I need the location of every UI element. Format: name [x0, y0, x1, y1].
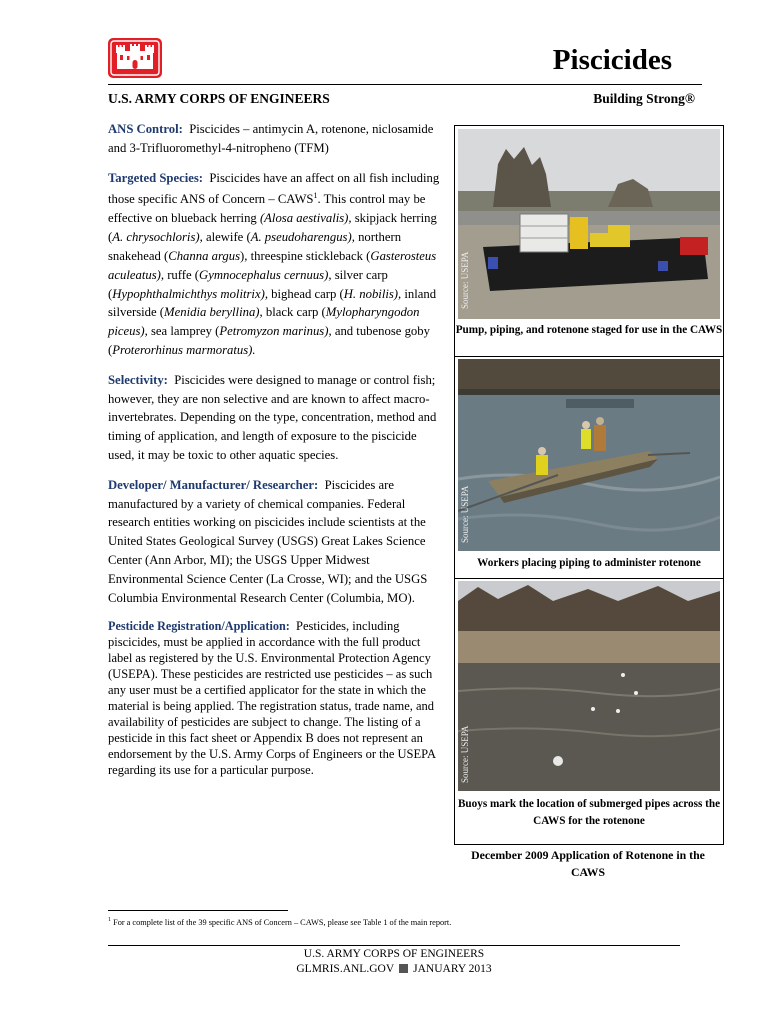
tagline: Building Strong®: [593, 91, 695, 106]
footnote-text: For a complete list of the 39 specific ANS of Concern – CAWS, please see Table 1 of the main report.: [111, 917, 452, 927]
targeted-species-section: [108, 169, 444, 360]
section-text: inland silverside (: [108, 286, 437, 320]
photo-divider: [455, 356, 723, 357]
species-name: A. chrysochloris),: [112, 230, 203, 245]
species-name: H. nobilis),: [343, 286, 402, 301]
section-heading: ANS Control:: [108, 122, 183, 136]
section-text: Piscicides have an affect on all fish including those specific ANS of Concern – CAWS: [108, 170, 440, 207]
section-text: Pesticides, including piscicides, must be applied in accordance with the full product label as registered by the U.S. Environmental Protection Agency (USEPA). These pesticides are restricted use pesticides – as such any user must be a certified applicator for the state in which the material is being applied. The registration status, trade name, and availability of pesticides are subject to change. The listing of a pesticide in this fact sheet or Appendix B does not represent an endorsement by the U.S. Army Corps of Engineers or the USEPA regarding its use for a particular purpose.: [108, 619, 436, 778]
photo-source-credit: Source: USEPA: [460, 251, 470, 309]
footnote-divider: [108, 910, 288, 911]
footnote: [108, 917, 451, 927]
species-name: Gymnocephalus cernuus),: [199, 267, 332, 282]
photo-divider: [455, 578, 723, 579]
footer-divider: [108, 945, 680, 946]
species-name: Gasterosteus aculeatus),: [108, 249, 437, 282]
photo-panel: [454, 125, 724, 845]
ans-control-section: [108, 120, 444, 158]
section-text: bighead carp (: [268, 286, 344, 301]
figure-caption: December 2009 Application of Rotenone in the CAWS: [471, 848, 705, 879]
photo-caption: Workers placing piping to administer rotenone: [477, 557, 701, 569]
section-text: Piscicides are manufactured by a variety of chemical companies. Federal research entities working on piscicides include scientists at the United States Geological Survey (USGS) Great Lakes Science Center (Ann Arbor, MI); the USGS Upper Midwest Environmental Science Center (La Crosse, WI); and the USGS Columbia Environmental Research Center (Columbia, MO).: [108, 477, 428, 605]
section-text: Piscicides were designed to manage or control fish; however, they are non selective and are known to affect macro-invertebrates. Depending on the type, concentration, method and timing of application, and length of exposure to the piscicide used, it may be toxic to other aquatic species.: [108, 372, 437, 462]
section-text: northern snakehead (: [108, 230, 402, 264]
square-separator-icon: [399, 964, 408, 973]
photo-pump-staging: [458, 129, 720, 319]
footer-date: JANUARY 2013: [413, 963, 492, 975]
footer-organization: U.S. ARMY CORPS OF ENGINEERS: [303, 948, 485, 960]
section-text: ruffe (: [164, 267, 200, 282]
section-text: silver carp (: [108, 267, 388, 301]
section-heading: Targeted Species:: [108, 170, 204, 185]
section-text: ), threespine stickleback (: [240, 249, 371, 264]
footnote-marker: 1: [108, 917, 111, 923]
photo-workers-boat: [458, 359, 720, 551]
section-heading: Developer/ Manufacturer/ Researcher:: [108, 477, 319, 492]
species-name: Channa argus: [168, 249, 241, 264]
species-name: (Alosa aestivalis),: [259, 211, 352, 226]
registration-section: [108, 618, 444, 778]
section-text: sea lamprey (: [147, 324, 220, 339]
usace-castle-logo: [108, 38, 162, 78]
body-text-column: [108, 120, 444, 789]
developer-section: [108, 476, 444, 608]
species-name: Hypophthalmichthys molitrix),: [112, 286, 268, 301]
photo-source-credit: Source: USEPA: [460, 485, 470, 543]
section-text: black carp (: [262, 305, 326, 320]
species-name: Petromyzon marinus),: [219, 324, 332, 339]
species-name: A. pseudoharengus),: [250, 230, 355, 245]
footnote-ref: 1: [313, 191, 318, 201]
photo-caption: Buoys mark the location of submerged pipes across the CAWS for the rotenone: [457, 798, 721, 827]
footer-website: GLMRIS.ANL.GOV: [296, 963, 395, 975]
species-name: Proterorhinus marmoratus).: [112, 343, 256, 357]
species-name: Mylopharyngodon piceus),: [108, 305, 420, 339]
photo-buoys: [458, 581, 720, 791]
page-title: Piscicides: [552, 44, 672, 76]
section-heading: Selectivity:: [108, 372, 168, 387]
header-divider: [108, 84, 702, 85]
section-text: and tubenose goby (: [108, 324, 430, 357]
section-text: . This control may be effective on blueback herring: [108, 192, 426, 226]
section-text: alewife (: [202, 230, 251, 245]
section-text: Piscicides – antimycin A, rotenone, niclosamide and 3-Trifluoromethyl-4-nitropheno (TFM): [108, 122, 434, 155]
organization-name: U.S. ARMY CORPS OF ENGINEERS: [108, 91, 330, 106]
section-heading: Pesticide Registration/Application:: [108, 619, 290, 634]
selectivity-section: [108, 371, 444, 465]
section-text: skipjack herring (: [108, 211, 437, 245]
species-name: Menidia beryllina),: [164, 305, 263, 320]
photo-source-credit: Source: USEPA: [460, 725, 470, 783]
footer-info: [108, 963, 680, 975]
photo-caption: Pump, piping, and rotenone staged for use in the CAWS: [455, 324, 723, 336]
